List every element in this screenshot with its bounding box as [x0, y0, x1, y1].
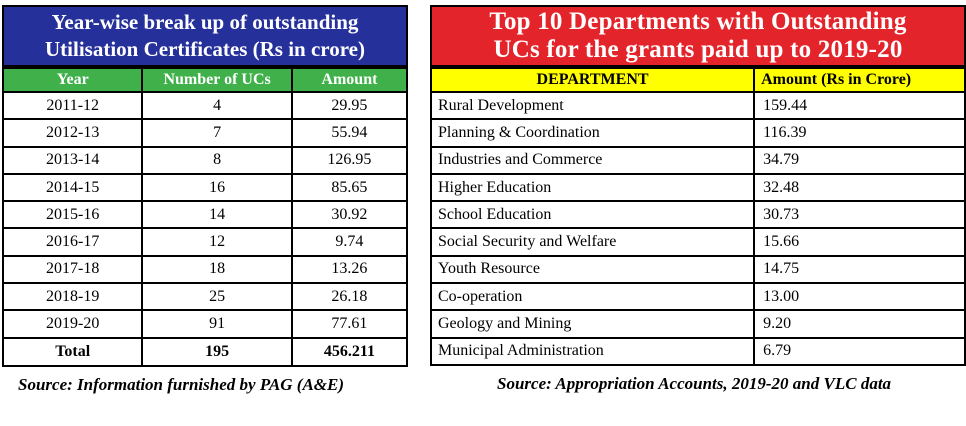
dept-amount-cell: 159.44: [754, 92, 965, 119]
yearwise-title-line2: Utilisation Certificates (Rs in crore): [45, 37, 365, 61]
table-row: [431, 338, 965, 365]
dept-amount-cell: 116.39: [754, 119, 965, 146]
department-cell: Youth Resource: [431, 256, 754, 283]
amount-cell: 9.74: [292, 228, 407, 255]
uc-count-cell: 25: [142, 283, 291, 310]
outstanding-uc-yearwise-panel: [2, 5, 408, 367]
year-cell: 2014-15: [3, 174, 142, 201]
department-cell: Co-operation: [431, 283, 754, 310]
dept-amount-cell: 30.73: [754, 201, 965, 228]
year-cell: 2018-19: [3, 283, 142, 310]
dept-amount-cell: 34.79: [754, 147, 965, 174]
department-cell: School Education: [431, 201, 754, 228]
department-cell: Rural Development: [431, 92, 754, 119]
department-cell: Municipal Administration: [431, 338, 754, 365]
table-row: [3, 283, 407, 310]
table-row: [431, 201, 965, 228]
dept-amount-cell: 13.00: [754, 283, 965, 310]
year-cell: 2019-20: [3, 310, 142, 337]
year-cell: 2012-13: [3, 119, 142, 146]
year-cell: 2011-12: [3, 92, 142, 119]
yearwise-table-title: [2, 5, 408, 67]
total-label: Total: [3, 338, 142, 366]
dept-amount-cell: 15.66: [754, 228, 965, 255]
total-amount: 456.211: [292, 338, 407, 366]
table-row: [431, 174, 965, 201]
departments-header-row: [431, 68, 965, 92]
year-cell: 2015-16: [3, 201, 142, 228]
amount-cell: 126.95: [292, 147, 407, 174]
table-row: [3, 119, 407, 146]
dept-amount-cell: 32.48: [754, 174, 965, 201]
uc-count-cell: 14: [142, 201, 291, 228]
year-cell: 2013-14: [3, 147, 142, 174]
top-departments-panel: [430, 5, 966, 366]
year-cell: 2016-17: [3, 228, 142, 255]
table-row: [3, 92, 407, 119]
amount-cell: 30.92: [292, 201, 407, 228]
yearwise-total-row: [3, 338, 407, 366]
uc-count-cell: 16: [142, 174, 291, 201]
amount-cell: 77.61: [292, 310, 407, 337]
departments-title-line1: Top 10 Departments with Outstanding: [489, 8, 907, 35]
table-row: [3, 228, 407, 255]
year-cell: 2017-18: [3, 256, 142, 283]
department-cell: Geology and Mining: [431, 310, 754, 337]
uc-count-cell: 91: [142, 310, 291, 337]
amount-cell: 26.18: [292, 283, 407, 310]
table-row: [431, 92, 965, 119]
departments-title-line2: UCs for the grants paid up to 2019-20: [493, 36, 903, 63]
dept-amount-cell: 9.20: [754, 310, 965, 337]
table-row: [3, 147, 407, 174]
table-row: [3, 256, 407, 283]
department-column-header: DEPARTMENT: [431, 68, 754, 92]
uc-count-column-header: Number of UCs: [142, 68, 291, 92]
departments-table-title: [430, 5, 966, 67]
table-row: [3, 310, 407, 337]
table-row: [431, 283, 965, 310]
table-row: [3, 201, 407, 228]
amount-cell: 85.65: [292, 174, 407, 201]
department-cell: Industries and Commerce: [431, 147, 754, 174]
table-row: [431, 310, 965, 337]
yearwise-header-row: [3, 68, 407, 92]
department-cell: Planning & Coordination: [431, 119, 754, 146]
amount-cell: 29.95: [292, 92, 407, 119]
dept-amount-cell: 6.79: [754, 338, 965, 365]
total-count: 195: [142, 338, 291, 366]
table-row: [431, 147, 965, 174]
table-row: [431, 119, 965, 146]
uc-count-cell: 8: [142, 147, 291, 174]
dept-amount-column-header: Amount (Rs in Crore): [754, 68, 965, 92]
year-column-header: Year: [3, 68, 142, 92]
table-row: [431, 228, 965, 255]
dept-amount-cell: 14.75: [754, 256, 965, 283]
yearwise-table: [2, 67, 408, 367]
uc-count-cell: 18: [142, 256, 291, 283]
department-cell: Higher Education: [431, 174, 754, 201]
table-row: [431, 256, 965, 283]
uc-count-cell: 7: [142, 119, 291, 146]
departments-table: [430, 67, 966, 366]
departments-source-note: Source: Appropriation Accounts, 2019-20 and VLC data: [497, 374, 892, 393]
yearwise-title-line1: Year-wise break up of outstanding: [51, 10, 359, 34]
amount-column-header: Amount: [292, 68, 407, 92]
uc-count-cell: 12: [142, 228, 291, 255]
amount-cell: 55.94: [292, 119, 407, 146]
department-cell: Social Security and Welfare: [431, 228, 754, 255]
uc-count-cell: 4: [142, 92, 291, 119]
amount-cell: 13.26: [292, 256, 407, 283]
yearwise-source-note: Source: Information furnished by PAG (A&E): [18, 375, 345, 394]
table-row: [3, 174, 407, 201]
